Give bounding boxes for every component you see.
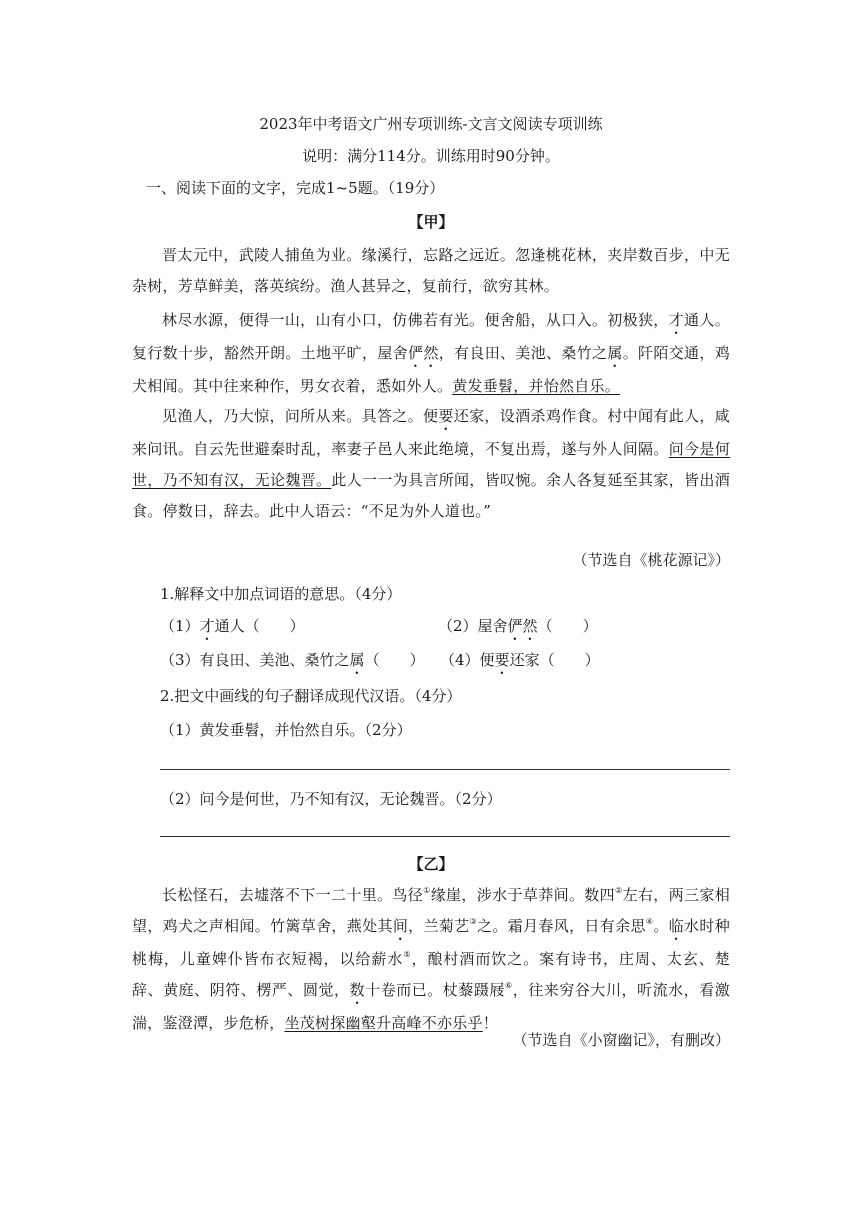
underlined-sentence-1: 黄发垂髫，并怡然自乐。 — [452, 377, 621, 395]
dotted-word-yao: 要 — [438, 407, 454, 425]
question-2-stem: 2.把文中画线的句子翻译成现代汉语。（4分） — [160, 687, 462, 705]
yi-source: （节选自《小窗幽记》，有删改） — [512, 1031, 730, 1049]
jia-source: （节选自《桃花源记》） — [572, 551, 730, 569]
dotted-word-cai: 才 — [668, 311, 685, 329]
q1-item-3: （3）有良田、美池、桑竹之属（ ） — [160, 651, 425, 669]
dotted-word-shu-number: 数 — [349, 981, 366, 999]
note-4: ④ — [645, 917, 654, 926]
yi-paragraph: 长松怪石，去墟落不下一二十里。鸟径①缘崖，涉水于草莽间。数四②左右，两三家相望，鸡犬之声相闻。竹篱草舍，燕处其间，兰菊艺③之。霜月春风，日有余思④。临水时种桃梅，儿童婢仆皆布衣短褐，以给薪水⑤，酿村酒而饮之。案有诗书，庄周、太玄、楚辞、黄庭、阴符、楞严、圆觉，数十卷而已。杖藜蹑屐⑥，往来穷谷大川，听流水，看激湍，鉴澄潭，步危桥，坐茂树探幽壑升高峰不亦乐乎！ — [132, 886, 730, 1032]
note-3: ③ — [469, 917, 478, 926]
passage-jia-label: 【甲】 — [408, 213, 454, 231]
underlined-sentence-3: 坐茂树探幽壑升高峰不亦乐乎 — [284, 1014, 483, 1032]
jia-paragraph-2: 林尽水源，便得一山，山有小口，仿佛若有光。便舍船，从口入。初极狭，才通人。复行数十步，豁然开朗。土地平旷，屋舍俨然，有良田、美池、桑竹之属。阡陌交通，鸡犬相闻。其中往来种作，男女衣着，悉如外人。黄发垂髫，并怡然自乐。 — [132, 311, 730, 395]
q1-item-2: （2）屋舍俨然（ ） — [438, 617, 598, 635]
jia-paragraph-1: 晋太元中，武陵人捕鱼为业。缘溪行，忘路之远近。忽逢桃花林，夹岸数百步，中无杂树，芳草鲜美，落英缤纷。渔人甚异之，复前行，欲穷其林。 — [132, 246, 730, 295]
passage-yi-label: 【乙】 — [408, 855, 454, 873]
q2-sentence-2: （2）问今是何世，乃不知有汉，无论魏晋。（2分） — [160, 790, 502, 808]
q1-item-1: （1）才通人（ ） — [160, 617, 305, 635]
jia-paragraph-3: 见渔人，乃大惊，问所从来。具答之。便要还家，设酒杀鸡作食。村中闻有此人，咸来问讯。自云先世避秦时乱，率妻子邑人来此绝境，不复出焉，遂与外人间隔。问今是何世，乃不知有汉，无论魏晋。此人一一为具言所闻，皆叹惋。余人各复延至其家，皆出酒食。停数日，辞去。此中人语云：“不足为外人道也。” — [132, 407, 730, 520]
page-title: 2023年中考语文广州专项训练-文言文阅读专项训练 — [259, 115, 603, 133]
dotted-word-jian: 间 — [392, 917, 409, 935]
dotted-word-yanran: 俨然 — [408, 344, 439, 362]
question-1-stem: 1.解释文中加点词语的意思。（4分） — [160, 585, 402, 603]
note-1: ① — [423, 886, 431, 895]
answer-line-2[interactable] — [160, 836, 730, 837]
q1-item-4: （4）便要还家（ ） — [440, 651, 600, 669]
dotted-word-lin: 临 — [668, 917, 685, 935]
note-6: ⑥ — [504, 981, 513, 990]
q2-sentence-1: （1）黄发垂髫，并怡然自乐。（2分） — [160, 721, 412, 739]
note-2: ② — [615, 886, 623, 895]
answer-line-1[interactable] — [160, 769, 730, 770]
instructions: 说明：满分114分。训练用时90分钟。 — [302, 147, 560, 165]
section-heading: 一、阅读下面的文字，完成1~5题。（19分） — [146, 179, 445, 197]
underlined-sentence-2: 问今是何世，乃不知有汉，无论魏晋。 — [132, 440, 730, 489]
note-5: ⑤ — [403, 950, 412, 959]
dotted-word-shu: 属 — [607, 344, 623, 362]
